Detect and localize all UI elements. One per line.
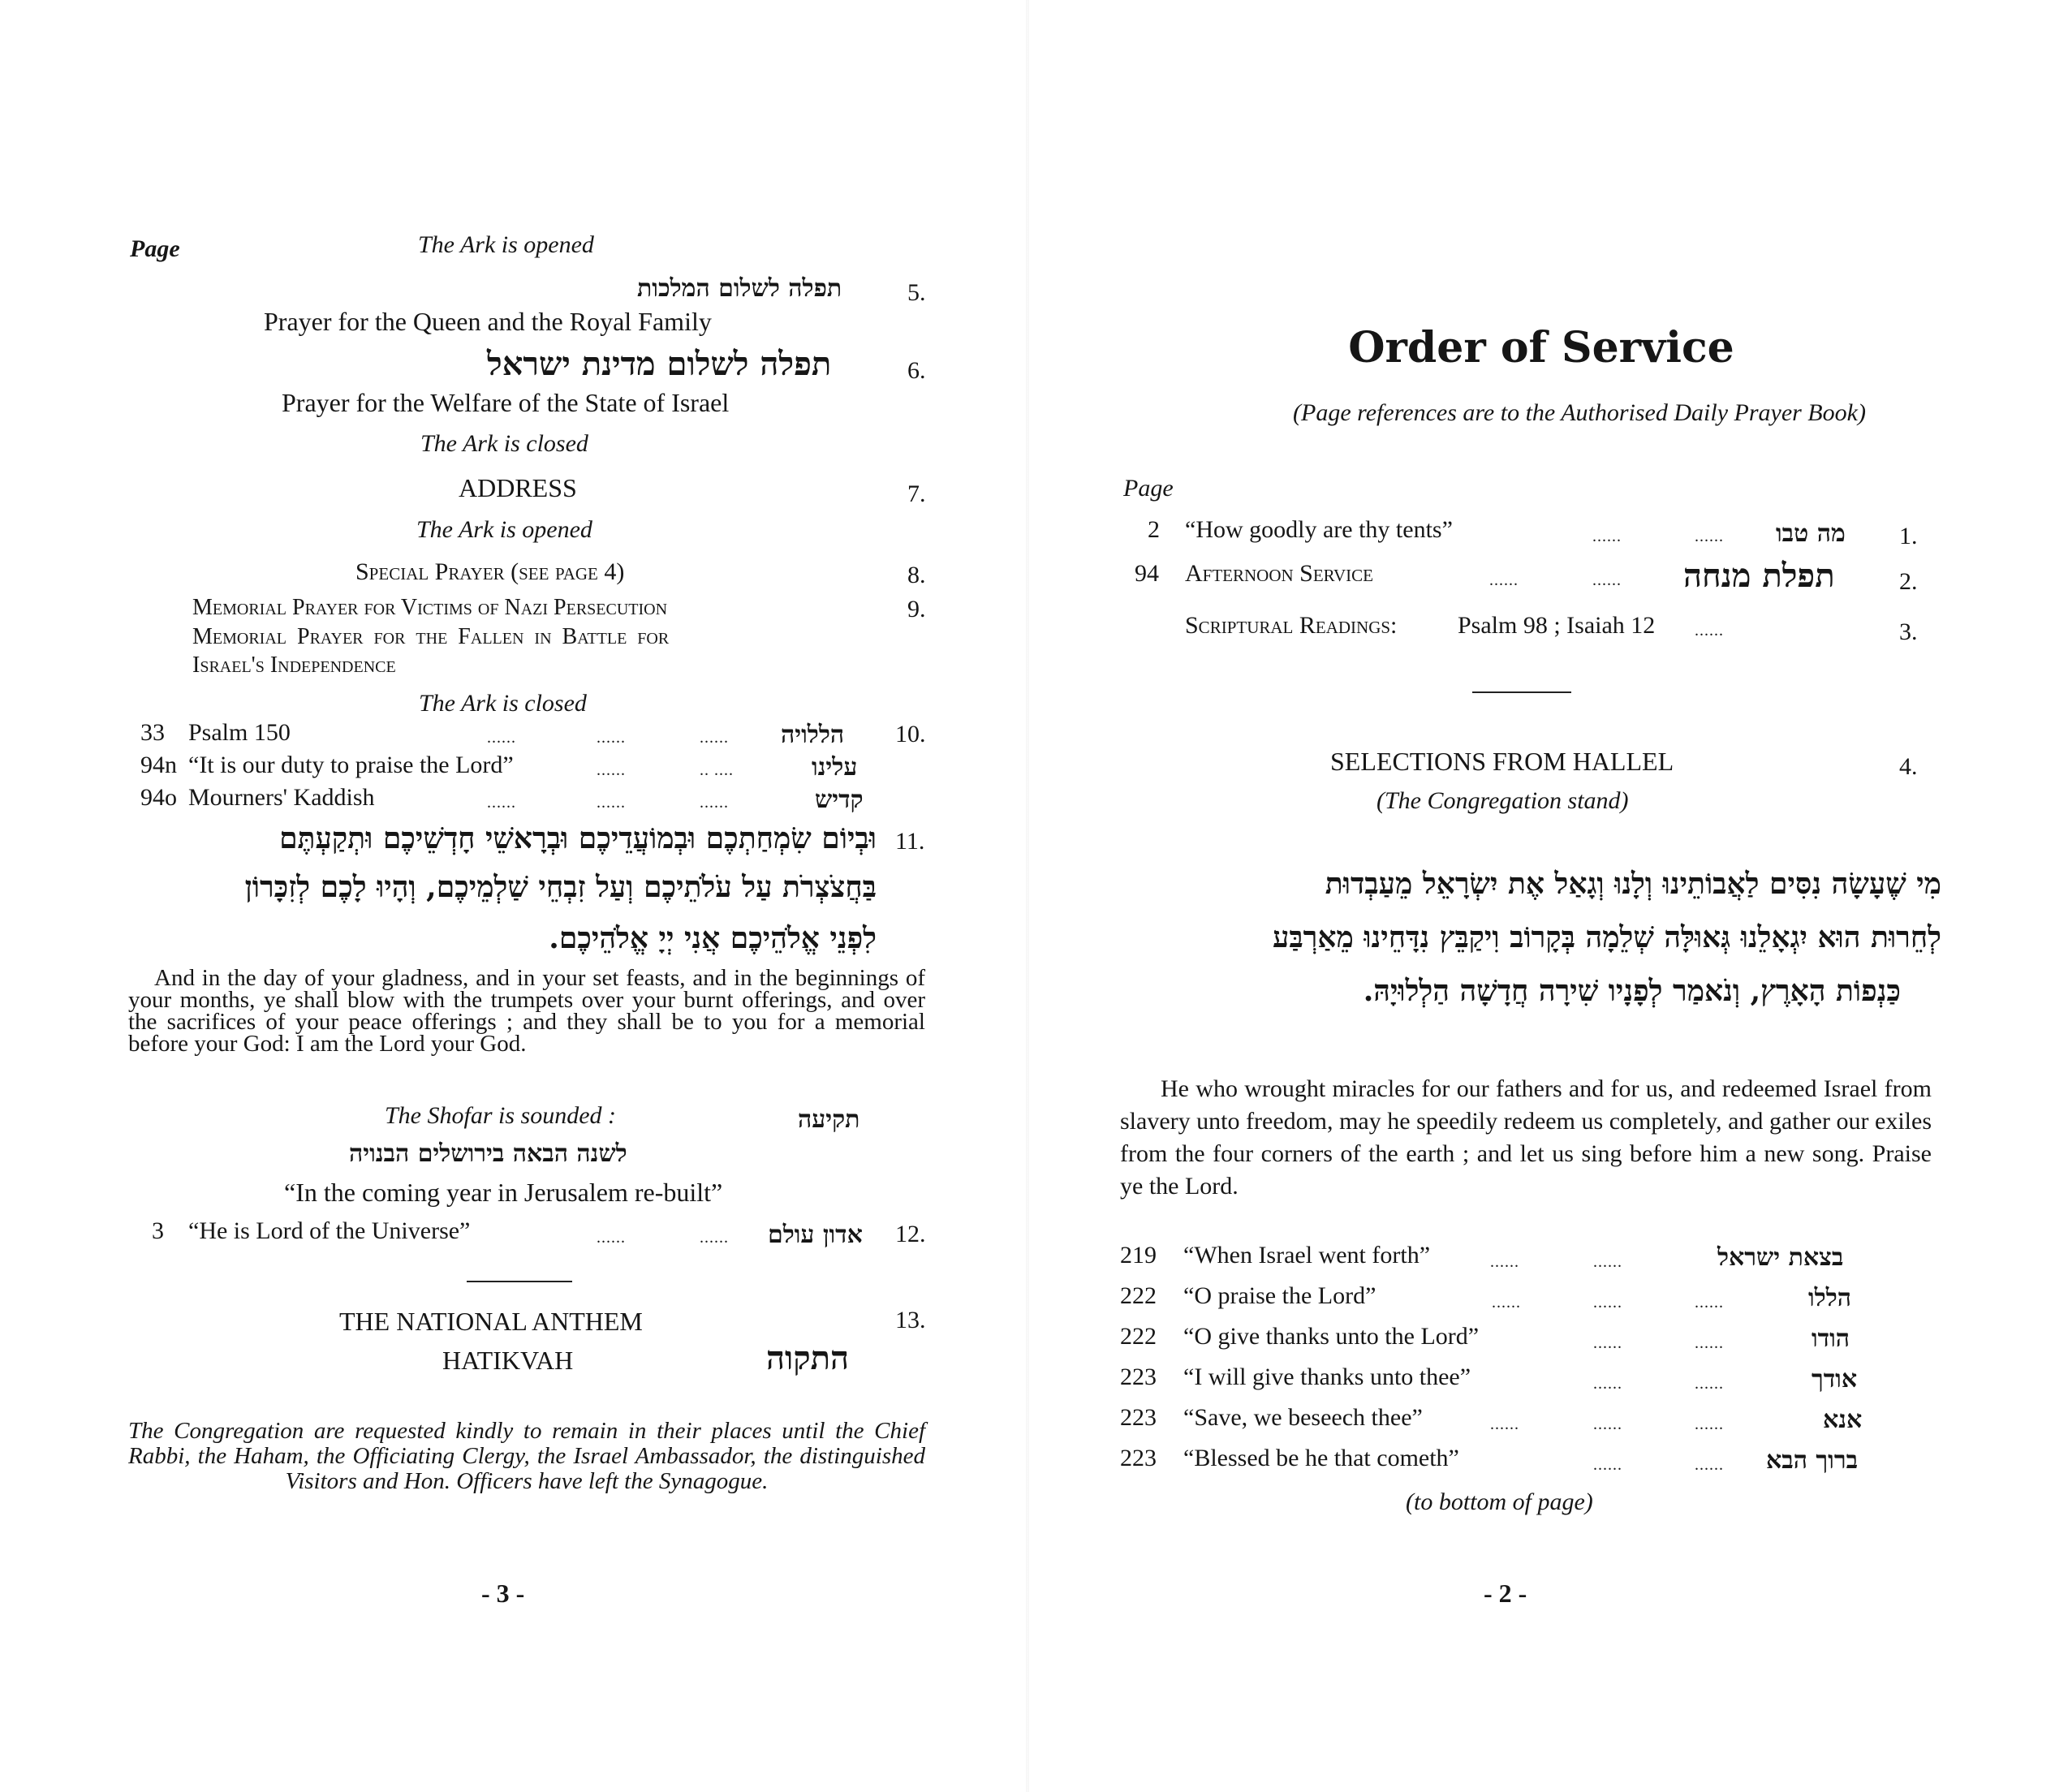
hatikvah-label: HATIKVAH (442, 1346, 574, 1375)
item-2-english: Afternoon Service (1185, 560, 1373, 587)
psalm-6-hebrew: ברוך הבא (1766, 1446, 1859, 1475)
item-10-row-1-leader-2: ...... (597, 729, 626, 747)
psalm-5-leader-3: ...... (1695, 1415, 1724, 1433)
closing-note: The Congregation are requested kindly to remain in their places until the Chief Rabbi, the Haham, the Officiating Clergy, the Israel Ambassador, the distinguished Visitors and Hon. Officers have left the Synagogue. (128, 1418, 925, 1494)
hallel-english-translation: He who wrought miracles for our fathers and for us, and redeemed Israel from slavery unto freedom, may he speedily redeem us completely, and gather our exiles from the four corners of the earth ; and let us sing before him a new song. Praise ye the Lord. (1120, 1075, 1932, 1200)
psalm-3-hebrew: הודו (1812, 1325, 1850, 1353)
item-12-number: 12. (895, 1221, 926, 1247)
item-3-scriptural-readings: Scriptural Readings: (1185, 612, 1398, 639)
psalm-3-leader-2: ...... (1695, 1334, 1724, 1352)
psalm-2-hebrew: הללו (1808, 1284, 1851, 1312)
psalm-1-page: 219 (1120, 1242, 1157, 1269)
item-5-english: Prayer for the Queen and the Royal Family (264, 307, 712, 336)
item-3-readings: Psalm 98 ; Isaiah 12 (1458, 612, 1656, 639)
psalm-5-english: “Save, we beseech thee” (1183, 1404, 1423, 1431)
psalm-5-page: 223 (1120, 1404, 1157, 1431)
item-12-page: 3 (152, 1217, 164, 1244)
psalm-6-page: 223 (1120, 1445, 1157, 1471)
page-number: - 3 - (481, 1579, 525, 1608)
item-10-row-1-page: 33 (140, 719, 165, 746)
psalm-5-leader-2: ...... (1593, 1415, 1622, 1433)
item-7-number: 7. (907, 480, 926, 507)
item-3-number: 3. (1899, 618, 1918, 645)
psalm-6-leader-1: ...... (1593, 1456, 1622, 1474)
psalm-6-english: “Blessed be he that cometh” (1183, 1445, 1459, 1471)
order-of-service-title: Order of Service (1348, 323, 1734, 373)
national-anthem-label: THE NATIONAL ANTHEM (339, 1307, 643, 1336)
item-10-row-3-leader-2: ...... (597, 794, 626, 812)
item-9-line-1: Memorial Prayer for Victims of Nazi Persecution (192, 595, 668, 620)
item-11-number: 11. (895, 828, 925, 855)
item-10-row-3-leader-1: ...... (487, 794, 516, 812)
psalm-1-leader-1: ...... (1490, 1253, 1519, 1271)
item-10-row-1-leader-1: ...... (487, 729, 516, 747)
item-3-leader: ...... (1695, 622, 1724, 640)
item-6-english: Prayer for the Welfare of the State of Israel (282, 388, 730, 417)
item-1-english: “How goodly are thy tents” (1185, 516, 1453, 543)
item-8-special-prayer: Special Prayer (see page 4) (355, 558, 625, 585)
psalm-1-leader-2: ...... (1593, 1253, 1622, 1271)
psalm-1-english: “When Israel went forth” (1183, 1242, 1431, 1269)
next-year-english: “In the coming year in Jerusalem re-built” (284, 1178, 723, 1207)
psalm-2-english: “O praise the Lord” (1183, 1282, 1376, 1309)
item-11-hebrew-line-3: לִפְנֵי אֱלֹהֵיכֶם אֲנִי יְיָ אֱלֹהֵיכֶם. (549, 921, 877, 955)
item-7-address: ADDRESS (459, 473, 577, 502)
ark-opened-note-2: The Ark is opened (416, 516, 592, 543)
item-2-leader-2: ...... (1592, 571, 1622, 589)
item-10-row-1-leader-3: ...... (700, 729, 729, 747)
next-year-hebrew: לשנה הבאה בירושלים הבנויה (349, 1139, 627, 1168)
item-10-row-2-leader-1: ...... (597, 761, 626, 779)
psalm-3-leader-1: ...... (1593, 1334, 1622, 1352)
order-of-service-subtitle: (Page references are to the Authorised Daily Prayer Book) (1293, 399, 1866, 426)
item-5-number: 5. (907, 279, 926, 306)
page-column-label: Page (130, 235, 180, 262)
item-10-row-2-leader-2: .. .... (700, 761, 734, 779)
item-10-row-1-hebrew: הללויה (781, 721, 845, 749)
item-9-line-2: Memorial Prayer for the Fallen in Battle for (192, 624, 670, 649)
psalm-2-page: 222 (1120, 1282, 1157, 1309)
hallel-hebrew-line-2: לְחֵרוּת הוּא יִגְאָלֵנוּ גְּאוּלָּה שְׁלֵמָה בְּקָרוֹב וִיקַבֵּץ נִדָּחֵינוּ מֵאַרְבַּע (1272, 920, 1941, 954)
psalm-4-leader-2: ...... (1695, 1375, 1724, 1393)
hallel-subtitle: (The Congregation stand) (1376, 787, 1629, 814)
shofar-note: The Shofar is sounded : (385, 1102, 616, 1129)
item-1-hebrew: מה טבו (1776, 519, 1846, 548)
psalm-6-leader-2: ...... (1695, 1456, 1724, 1474)
item-11-hebrew-line-1: וּבְיוֹם שִׂמְחַתְכֶם וּבְמוֹעֲדֵיכֶם וּבְרָאשֵׁי חָדְשֵׁיכֶם וּתְקַעְתֶּם (279, 821, 877, 855)
item-10-row-3-english: Mourners' Kaddish (188, 784, 375, 811)
item-12-hebrew: אדון עולם (768, 1221, 863, 1249)
hatikvah-hebrew: התקוה (766, 1339, 850, 1377)
psalm-2-leader-1: ...... (1492, 1294, 1521, 1312)
to-bottom-note: (to bottom of page) (1406, 1488, 1593, 1515)
section-divider (467, 1281, 572, 1282)
item-10-row-2-hebrew: עלינו (812, 753, 858, 782)
item-8-number: 8. (907, 562, 926, 588)
item-10-row-2-page: 94n (140, 752, 177, 778)
psalm-5-leader-1: ...... (1490, 1415, 1519, 1433)
psalm-4-page: 223 (1120, 1363, 1157, 1390)
item-10-row-3-page: 94o (140, 784, 177, 811)
psalm-5-hebrew: אנא (1823, 1406, 1863, 1434)
page-number: - 2 - (1484, 1579, 1527, 1608)
item-1-leader-1: ...... (1592, 528, 1622, 545)
psalm-3-page: 222 (1120, 1323, 1157, 1350)
item-10-number: 10. (895, 721, 926, 747)
hallel-hebrew-line-3: כַּנְפוֹת הָאָרֶץ, וְנֹאמַר לְפָנָיו שִׁירָה חֲדָשָׁה הַלְלוּיָהּ. (1363, 974, 1901, 1008)
ark-closed-note-2: The Ark is closed (419, 690, 587, 717)
psalm-2-leader-3: ...... (1695, 1294, 1724, 1312)
item-4-number: 4. (1899, 753, 1918, 780)
item-6-hebrew: תפלה לשלום מדינת ישראל (487, 345, 832, 383)
item-10-row-2-english: “It is our duty to praise the Lord” (188, 752, 514, 778)
item-10-row-3-hebrew: קדיש (815, 786, 864, 814)
item-6-number: 6. (907, 357, 926, 384)
item-9-line-3: Israel's Independence (192, 653, 396, 678)
item-1-page: 2 (1148, 516, 1160, 543)
item-2-leader-1: ...... (1489, 571, 1519, 589)
psalm-1-hebrew: בצאת ישראל (1717, 1243, 1844, 1272)
ark-closed-note: The Ark is closed (420, 430, 588, 457)
item-10-row-3-leader-3: ...... (700, 794, 729, 812)
item-1-leader-2: ...... (1695, 528, 1724, 545)
right-page (1028, 0, 2055, 1792)
psalm-4-hebrew: אודך (1812, 1365, 1858, 1394)
item-12-leader-1: ...... (597, 1229, 626, 1247)
ark-opened-note: The Ark is opened (418, 231, 594, 258)
psalm-3-english: “O give thanks unto the Lord” (1183, 1323, 1480, 1350)
hallel-hebrew-line-1: מִי שֶׁעָשָׂה נִסִּים לַאֲבוֹתֵינוּ וְלָנוּ וְגָאַל אֶת יִשְׂרָאֵל מֵעַבְדוּת (1325, 867, 1941, 901)
item-13-number: 13. (895, 1307, 926, 1333)
psalm-4-english: “I will give thanks unto thee” (1183, 1363, 1471, 1390)
psalm-2-leader-2: ...... (1593, 1294, 1622, 1312)
section-divider (1472, 691, 1571, 693)
item-2-page: 94 (1135, 560, 1159, 587)
page-column-label: Page (1123, 475, 1174, 502)
item-9-number: 9. (907, 596, 926, 622)
item-1-number: 1. (1899, 523, 1918, 549)
hallel-title: SELECTIONS FROM HALLEL (1330, 747, 1674, 776)
item-12-leader-2: ...... (700, 1229, 729, 1247)
item-10-row-1-english: Psalm 150 (188, 719, 291, 746)
item-5-hebrew: תפלה לשלום המלכות (637, 274, 842, 303)
psalm-4-leader-1: ...... (1593, 1375, 1622, 1393)
item-2-hebrew: תפלת מנחה (1683, 557, 1835, 595)
item-2-number: 2. (1899, 568, 1918, 595)
item-12-english: “He is Lord of the Universe” (188, 1217, 471, 1244)
item-11-english-translation: And in the day of your gladness, and in your set feasts, and in the beginnings of your months, ye shall blow with the trumpets over your burnt offerings, and over the sacrifices of your peace offerings ; and they shall be to you for a memorial before your God: I am the Lord your God. (128, 965, 925, 1057)
item-11-hebrew-line-2: בַּחֲצֹצְרֹת עַל עֹלֹתֵיכֶם וְעַל זִבְחֵי שַׁלְמֵיכֶם, וְהָיוּ לָכֶם לְזִכָּרוֹן (244, 870, 877, 904)
shofar-hebrew: תקיעה (798, 1105, 860, 1134)
